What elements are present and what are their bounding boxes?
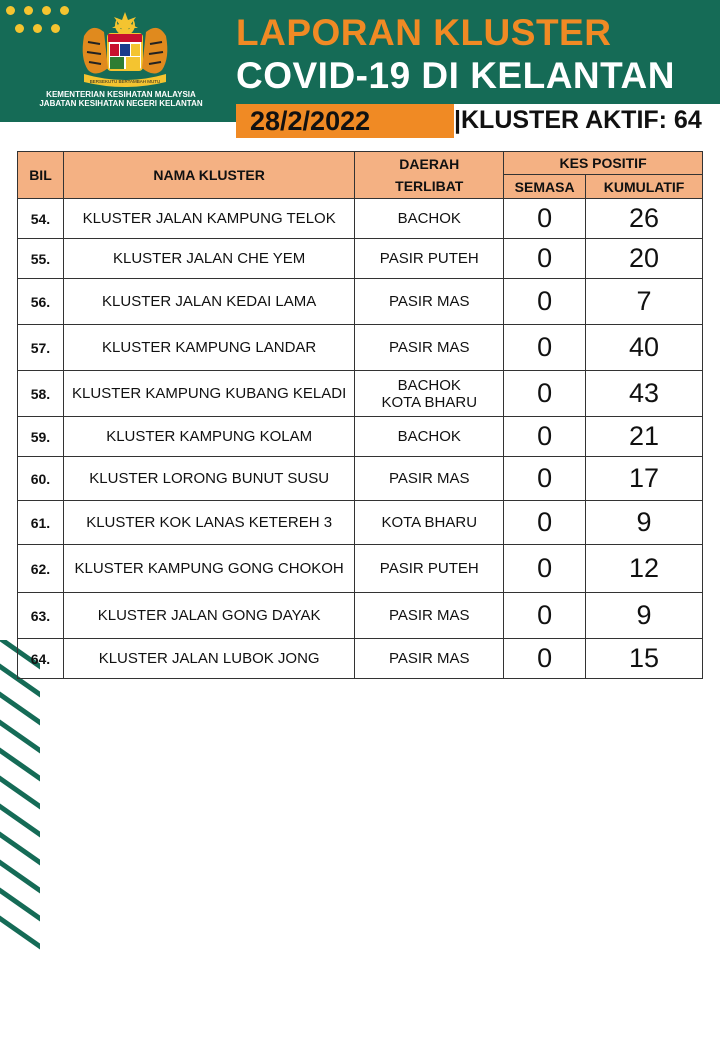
row-nama-kluster: KLUSTER LORONG BUNUT SUSU bbox=[63, 457, 354, 501]
table-row bbox=[18, 639, 703, 679]
row-semasa: 0 bbox=[504, 325, 586, 371]
row-nama-kluster: KLUSTER JALAN GONG DAYAK bbox=[63, 593, 354, 639]
table-row bbox=[18, 239, 703, 279]
row-daerah: PASIR MAS bbox=[355, 279, 504, 325]
row-kumulatif: 43 bbox=[586, 371, 703, 417]
row-daerah: PASIR MAS bbox=[355, 639, 504, 679]
header-bil: BIL bbox=[18, 152, 64, 199]
table-row bbox=[18, 325, 703, 371]
row-daerah: PASIR PUTEH bbox=[355, 239, 504, 279]
cluster-table bbox=[17, 151, 703, 679]
table-row bbox=[18, 199, 703, 239]
table-row bbox=[18, 593, 703, 639]
row-bil: 54. bbox=[18, 199, 64, 239]
ministry-line-2: JABATAN KESIHATAN NEGERI KELANTAN bbox=[39, 99, 203, 108]
header-daerah-terlibat bbox=[355, 152, 504, 199]
row-semasa: 0 bbox=[504, 417, 586, 457]
row-kumulatif: 9 bbox=[586, 501, 703, 545]
row-kumulatif: 15 bbox=[586, 639, 703, 679]
row-nama-kluster: KLUSTER KOK LANAS KETEREH 3 bbox=[63, 501, 354, 545]
ministry-line-1: KEMENTERIAN KESIHATAN MALAYSIA bbox=[46, 90, 196, 99]
row-kumulatif: 40 bbox=[586, 325, 703, 371]
table-row bbox=[18, 501, 703, 545]
table-row bbox=[18, 457, 703, 501]
row-daerah: PASIR MAS bbox=[355, 457, 504, 501]
row-bil: 60. bbox=[18, 457, 64, 501]
date-bar bbox=[236, 104, 720, 138]
row-daerah-line-2: KOTA BHARU bbox=[381, 393, 478, 411]
row-kumulatif: 26 bbox=[586, 199, 703, 239]
row-bil: 56. bbox=[18, 279, 64, 325]
row-bil: 59. bbox=[18, 417, 64, 457]
row-kumulatif: 9 bbox=[586, 593, 703, 639]
header-daerah-line-1: DAERAH bbox=[399, 156, 460, 172]
row-kumulatif: 20 bbox=[586, 239, 703, 279]
row-kumulatif: 21 bbox=[586, 417, 703, 457]
row-semasa: 0 bbox=[504, 457, 586, 501]
malaysia-coat-of-arms-icon bbox=[70, 8, 180, 90]
row-kumulatif: 12 bbox=[586, 545, 703, 593]
row-semasa: 0 bbox=[504, 199, 586, 239]
row-bil: 63. bbox=[18, 593, 64, 639]
row-semasa: 0 bbox=[504, 371, 586, 417]
row-bil: 55. bbox=[18, 239, 64, 279]
row-bil: 62. bbox=[18, 545, 64, 593]
row-bil: 57. bbox=[18, 325, 64, 371]
row-kumulatif: 17 bbox=[586, 457, 703, 501]
active-cluster-count: |KLUSTER AKTIF: 64 bbox=[454, 106, 702, 134]
row-nama-kluster: KLUSTER KAMPUNG LANDAR bbox=[63, 325, 354, 371]
row-daerah: PASIR MAS bbox=[355, 593, 504, 639]
header-semasa: SEMASA bbox=[504, 175, 586, 199]
table-row bbox=[18, 279, 703, 325]
svg-text:BERSEKUTU BERTAMBAH MUTU: BERSEKUTU BERTAMBAH MUTU bbox=[89, 79, 161, 84]
row-semasa: 0 bbox=[504, 639, 586, 679]
row-semasa: 0 bbox=[504, 501, 586, 545]
row-daerah: BACHOK bbox=[355, 199, 504, 239]
header-kumulatif: KUMULATIF bbox=[586, 175, 703, 199]
decorative-stripes bbox=[0, 640, 40, 960]
table-row bbox=[18, 371, 703, 417]
row-bil: 58. bbox=[18, 371, 64, 417]
row-nama-kluster: KLUSTER KAMPUNG GONG CHOKOH bbox=[63, 545, 354, 593]
table-row bbox=[18, 417, 703, 457]
row-semasa: 0 bbox=[504, 593, 586, 639]
row-bil: 64. bbox=[18, 639, 64, 679]
report-date: 28/2/2022 bbox=[250, 106, 371, 136]
active-cluster-box bbox=[454, 104, 720, 138]
report-subtitle: COVID-19 DI KELANTAN bbox=[236, 55, 675, 96]
row-nama-kluster: KLUSTER KAMPUNG KUBANG KELADI bbox=[63, 371, 354, 417]
row-daerah bbox=[355, 371, 504, 417]
row-daerah: BACHOK bbox=[355, 417, 504, 457]
row-nama-kluster: KLUSTER JALAN LUBOK JONG bbox=[63, 639, 354, 679]
ministry-name bbox=[16, 90, 226, 108]
row-nama-kluster: KLUSTER JALAN CHE YEM bbox=[63, 239, 354, 279]
report-title: LAPORAN KLUSTER bbox=[236, 12, 612, 53]
table-row bbox=[18, 545, 703, 593]
row-daerah: PASIR PUTEH bbox=[355, 545, 504, 593]
row-nama-kluster: KLUSTER KAMPUNG KOLAM bbox=[63, 417, 354, 457]
row-nama-kluster: KLUSTER JALAN KEDAI LAMA bbox=[63, 279, 354, 325]
header-daerah-line-2: TERLIBAT bbox=[395, 178, 464, 194]
header-kes-positif: KES POSITIF bbox=[504, 152, 703, 175]
row-daerah: KOTA BHARU bbox=[355, 501, 504, 545]
row-daerah: PASIR MAS bbox=[355, 325, 504, 371]
row-semasa: 0 bbox=[504, 545, 586, 593]
row-daerah-line-1: BACHOK bbox=[397, 376, 461, 394]
row-semasa: 0 bbox=[504, 239, 586, 279]
header-nama-kluster: NAMA KLUSTER bbox=[63, 152, 354, 199]
row-bil: 61. bbox=[18, 501, 64, 545]
row-kumulatif: 7 bbox=[586, 279, 703, 325]
row-semasa: 0 bbox=[504, 279, 586, 325]
row-nama-kluster: KLUSTER JALAN KAMPUNG TELOK bbox=[63, 199, 354, 239]
